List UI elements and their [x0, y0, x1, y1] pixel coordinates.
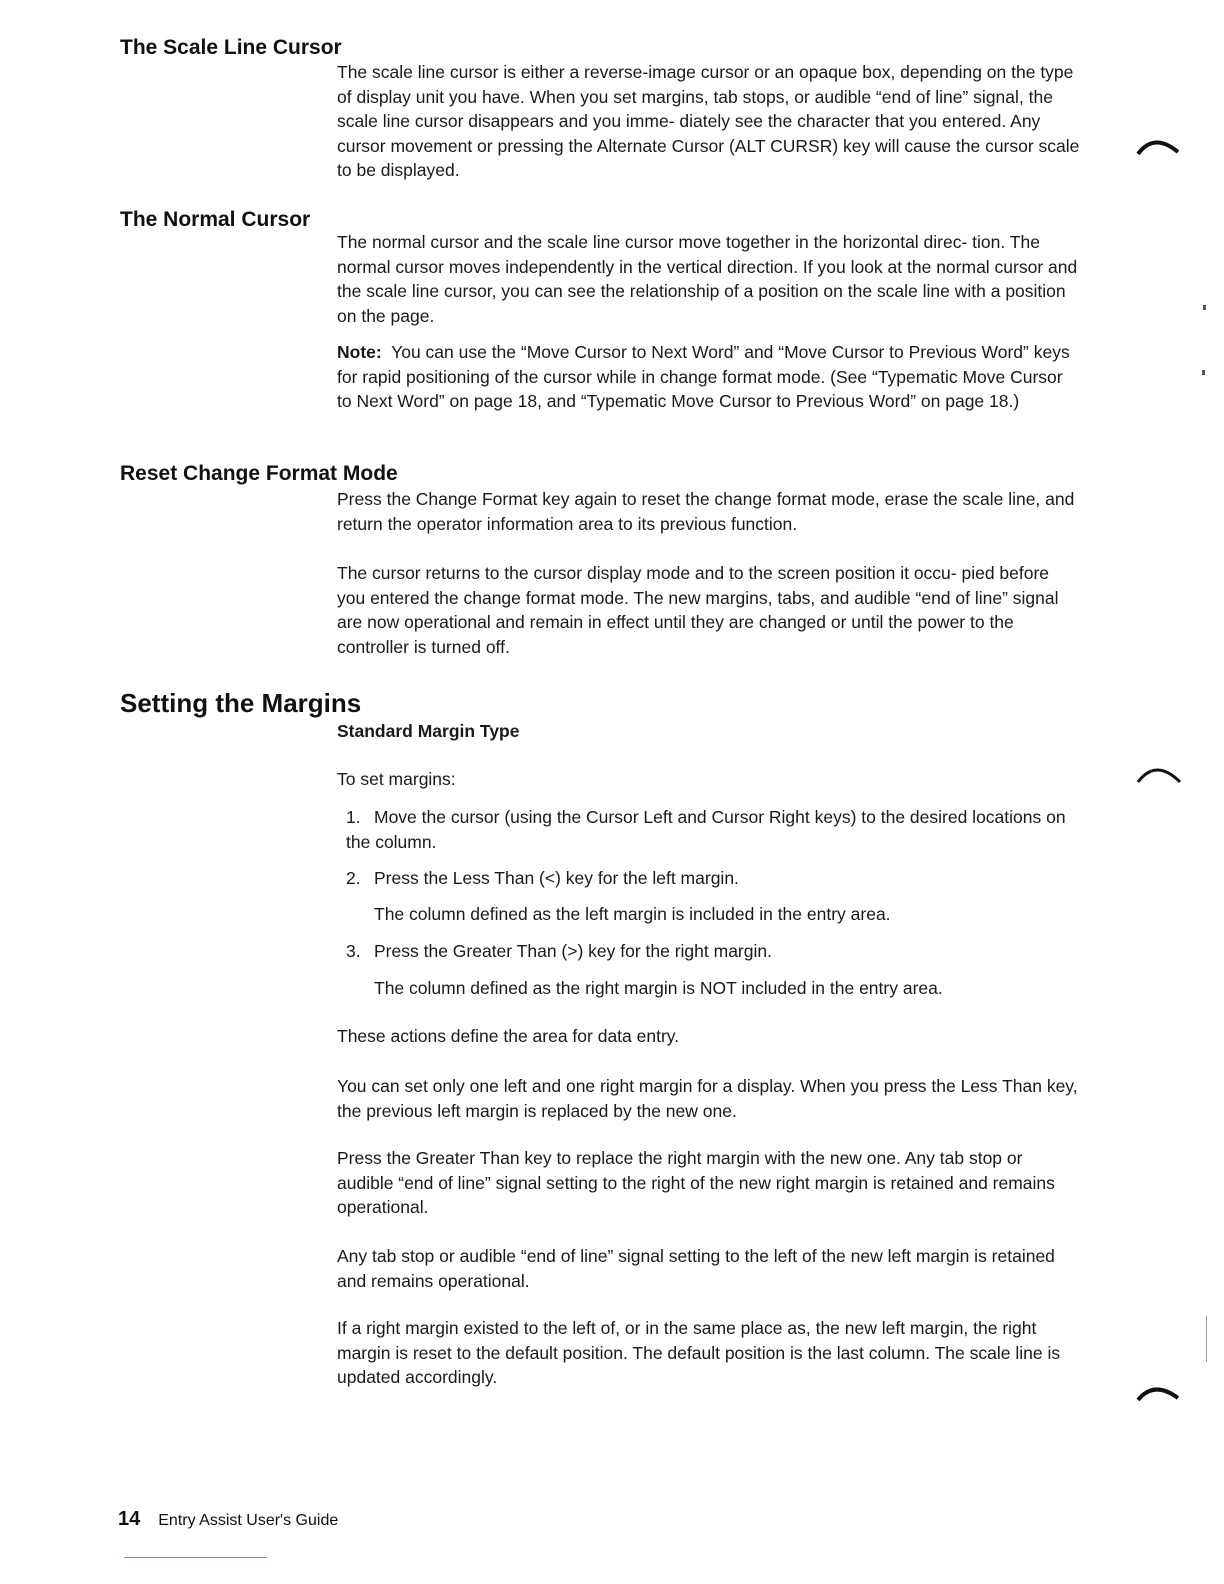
- list-number: 3.: [346, 941, 361, 961]
- list-text: Press the Greater Than (>) key for the right margin.: [374, 941, 772, 961]
- list-number: 1.: [346, 807, 361, 827]
- paragraph-margins-b: You can set only one left and one right margin for a display. When you press the Less Than key, the previous left margin is replaced by the new one.: [337, 1076, 1078, 1121]
- heading-reset-change-format-mode: Reset Change Format Mode: [120, 462, 398, 485]
- paragraph-scale-line-cursor: The scale line cursor is either a reverse-image cursor or an opaque box, depending on the type of display unit you have. When you set margins, tab stops, or audible “end of line” signal, the scale line cursor disappears and you imme- diately see the character that you entered. Any cursor movement or pressing the Alternate Cursor (ALT CURSR) key will cause the cursor scale to be displayed.: [337, 62, 1080, 180]
- note-text: You can use the “Move Cursor to Next Word” and “Move Cursor to Previous Word” keys for rapid positioning of the cursor while in change format mode. (See “Typematic Move Cursor to Next Word” on page 18, and “Typematic Move Cursor to Previous Word” on page 18.): [337, 342, 1070, 411]
- paragraph-margins-e: If a right margin existed to the left of, or in the same place as, the new left margin, the right margin is reset to the default position. The default position is the last column. The scale line is updated accordingly.: [337, 1318, 1061, 1387]
- footer-title: Entry Assist User's Guide: [158, 1512, 339, 1529]
- paragraph-reset-mode-2: The cursor returns to the cursor display mode and to the screen position it occu- pied before you entered the change format mode. The new margins, tabs, and audible “end of line” signal are now operational and remain in effect until they are changed or until the power to the controller is turned off.: [337, 563, 1059, 657]
- list-item-step-2: [346, 866, 1076, 891]
- list-item-step-1: [346, 805, 1076, 854]
- scan-line-artifact: [1206, 1316, 1207, 1362]
- paragraph-reset-mode-1: Press the Change Format key again to reset the change format mode, erase the scale line, and return the operator information area to its previous function.: [337, 489, 1075, 534]
- note-normal-cursor: [337, 340, 1082, 414]
- scan-speck: [1203, 305, 1206, 310]
- heading-scale-line-cursor: The Scale Line Cursor: [120, 36, 342, 59]
- binder-hole-arc-icon: [1134, 130, 1184, 158]
- binder-hole-arc-icon: [1134, 756, 1184, 784]
- paragraph-margins-a: These actions define the area for data entry.: [337, 1026, 680, 1046]
- subheading-standard-margin-type: Standard Margin Type: [337, 721, 520, 741]
- footer-rule: [124, 1557, 267, 1558]
- list-text: Move the cursor (using the Cursor Left and Cursor Right keys) to the desired locations on the column.: [346, 807, 1066, 852]
- paragraph-normal-cursor: The normal cursor and the scale line cursor move together in the horizontal direc- tion. The normal cursor moves independently in the vertical direction. If you look at the normal cursor and the scale line cursor, you can see the relationship of a position on the scale line with a position on the page.: [337, 232, 1078, 326]
- list-text: Press the Less Than (<) key for the left margin.: [374, 868, 739, 888]
- list-item-step-3: [346, 939, 1076, 964]
- scan-speck: [1202, 370, 1205, 375]
- paragraph-to-set-margins: To set margins:: [337, 769, 456, 789]
- note-label: Note:: [337, 342, 382, 362]
- binder-hole-arc-icon: [1134, 1376, 1184, 1404]
- page-footer: [118, 1508, 338, 1531]
- heading-setting-the-margins: Setting the Margins: [120, 688, 362, 718]
- page-number: 14: [118, 1508, 141, 1530]
- list-number: 2.: [346, 868, 361, 888]
- list-item-step-2-detail: The column defined as the left margin is included in the entry area.: [374, 904, 891, 924]
- paragraph-margins-d: Any tab stop or audible “end of line” signal setting to the left of the new left margin is retained and remains operational.: [337, 1246, 1055, 1291]
- list-item-step-3-detail: The column defined as the right margin is NOT included in the entry area.: [374, 978, 943, 998]
- heading-normal-cursor: The Normal Cursor: [120, 208, 311, 231]
- paragraph-margins-c: Press the Greater Than key to replace the right margin with the new one. Any tab stop or audible “end of line” signal setting to the right of the new right margin is retained and remains operational.: [337, 1148, 1055, 1217]
